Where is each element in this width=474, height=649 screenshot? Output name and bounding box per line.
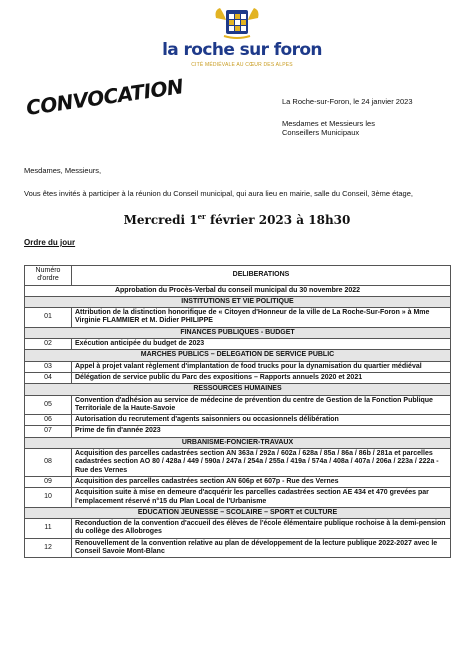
- item-number: 06: [25, 415, 72, 426]
- item-number: 08: [25, 449, 72, 477]
- item-text: Autorisation du recrutement d'agents saisonniers ou occasionnels délibération: [72, 415, 451, 426]
- section-row: [25, 350, 451, 361]
- table-row: [25, 519, 451, 539]
- item-text: Reconduction de la convention d'accueil des élèves de l'école élémentaire publique rochoise à la demi-pension du collège des Allobroges: [72, 519, 451, 539]
- section-title: URBANISME-FONCIER-TRAVAUX: [25, 437, 451, 448]
- table-row: [25, 339, 451, 350]
- meeting-date: [0, 212, 474, 227]
- section-title: EDUCATION JEUNESSE – SCOLAIRE – SPORT et CULTURE: [25, 507, 451, 518]
- item-text: Délégation de service public du Parc des expositions – Rapports annuels 2020 et 2021: [72, 372, 451, 383]
- meeting-sup: er: [197, 212, 206, 221]
- section-row: [25, 507, 451, 518]
- table-row: [25, 488, 451, 508]
- item-number: 07: [25, 426, 72, 437]
- header-title: DELIBERATIONS: [72, 266, 451, 286]
- section-title: MARCHES PUBLICS – DELEGATION DE SERVICE PUBLIC: [25, 350, 451, 361]
- item-number: 05: [25, 395, 72, 415]
- convocation-heading: CONVOCATION: [24, 74, 185, 120]
- table-header-row: [25, 266, 451, 286]
- place-date: La Roche-sur-Foron, le 24 janvier 2023: [282, 97, 413, 106]
- meeting-rest: février 2023 à 18h30: [209, 213, 351, 227]
- item-number: 09: [25, 476, 72, 487]
- logo-title: la roche sur foron: [162, 40, 322, 60]
- section-row: [25, 437, 451, 448]
- section-row: [25, 296, 451, 307]
- item-text: Exécution anticipée du budget de 2023: [72, 339, 451, 350]
- table-row: [25, 361, 451, 372]
- section-title: RESSOURCES HUMAINES: [25, 384, 451, 395]
- item-text: Renouvellement de la convention relative au plan de développement de la lecture publique 2022-2027 avec le Conseil Savoie Mont-Blanc: [72, 538, 451, 558]
- item-number: 12: [25, 538, 72, 558]
- salutation: Mesdames, Messieurs,: [24, 166, 102, 175]
- item-number: 01: [25, 308, 72, 328]
- item-number: 11: [25, 519, 72, 539]
- item-number: 04: [25, 372, 72, 383]
- section-title: INSTITUTIONS ET VIE POLITIQUE: [25, 296, 451, 307]
- item-text: Acquisition suite à mise en demeure d'acquérir les parcelles cadastrées section AE 434 et 470 grevées par l'emplacement réservé n°15 du Plan Local de l'Urbanisme: [72, 488, 451, 508]
- recipient-line-2: Conseillers Municipaux: [282, 128, 360, 137]
- city-logo: [162, 6, 322, 76]
- table-row: [25, 395, 451, 415]
- table-row: [25, 415, 451, 426]
- header-number: Numéro d'ordre: [25, 266, 72, 286]
- crest-icon: [214, 6, 260, 40]
- agenda-table: [24, 265, 451, 558]
- item-text: Acquisition des parcelles cadastrées section AN 363a / 292a / 602a / 628a / 85a / 86a / 86b / 281a et parcelles cadastrées section AO 80 / 428a / 449 / 590a / 247a / 254a / 255a / 419a / 574a / 408a / 407a / 206a / 223a / 222a - Rue des Vernes: [72, 449, 451, 477]
- meeting-day: Mercredi 1: [123, 213, 198, 227]
- item-text: Attribution de la distinction honorifique de « Citoyen d'Honneur de la ville de La Roche-Sur-Foron » à Mme Virginie FLAMMIER et M. Didier PHILIPPE: [72, 308, 451, 328]
- item-number: 02: [25, 339, 72, 350]
- item-number: 10: [25, 488, 72, 508]
- item-number: 03: [25, 361, 72, 372]
- item-text: Prime de fin d'année 2023: [72, 426, 451, 437]
- item-text: Convention d'adhésion au service de médecine de prévention du centre de Gestion de la Fonction Publique Territoriale de la Haute-Savoie: [72, 395, 451, 415]
- table-row: [25, 426, 451, 437]
- section-title: FINANCES PUBLIQUES - BUDGET: [25, 327, 451, 338]
- ordre-du-jour-title: Ordre du jour: [24, 238, 76, 247]
- table-row: [25, 372, 451, 383]
- logo-subtitle: CITÉ MÉDIÉVALE AU CŒUR DES ALPES: [191, 62, 293, 68]
- section-row: [25, 327, 451, 338]
- table-row: [25, 308, 451, 328]
- table-row: [25, 538, 451, 558]
- recipient-line-1: Mesdames et Messieurs les: [282, 119, 375, 128]
- table-row: [25, 476, 451, 487]
- table-row: [25, 449, 451, 477]
- item-text: Appel à projet valant règlement d'implantation de food trucks pour la dynamisation du quartier médiéval: [72, 361, 451, 372]
- section-row: [25, 384, 451, 395]
- intro-text: Vous êtes invités à participer à la réunion du Conseil municipal, qui aura lieu en mairie, salle du Conseil, 3ème étage,: [24, 189, 413, 198]
- approval-text: Approbation du Procès-Verbal du conseil municipal du 30 novembre 2022: [25, 285, 451, 296]
- approval-row: [25, 285, 451, 296]
- item-text: Acquisition des parcelles cadastrées section AN 606p et 607p - Rue des Vernes: [72, 476, 451, 487]
